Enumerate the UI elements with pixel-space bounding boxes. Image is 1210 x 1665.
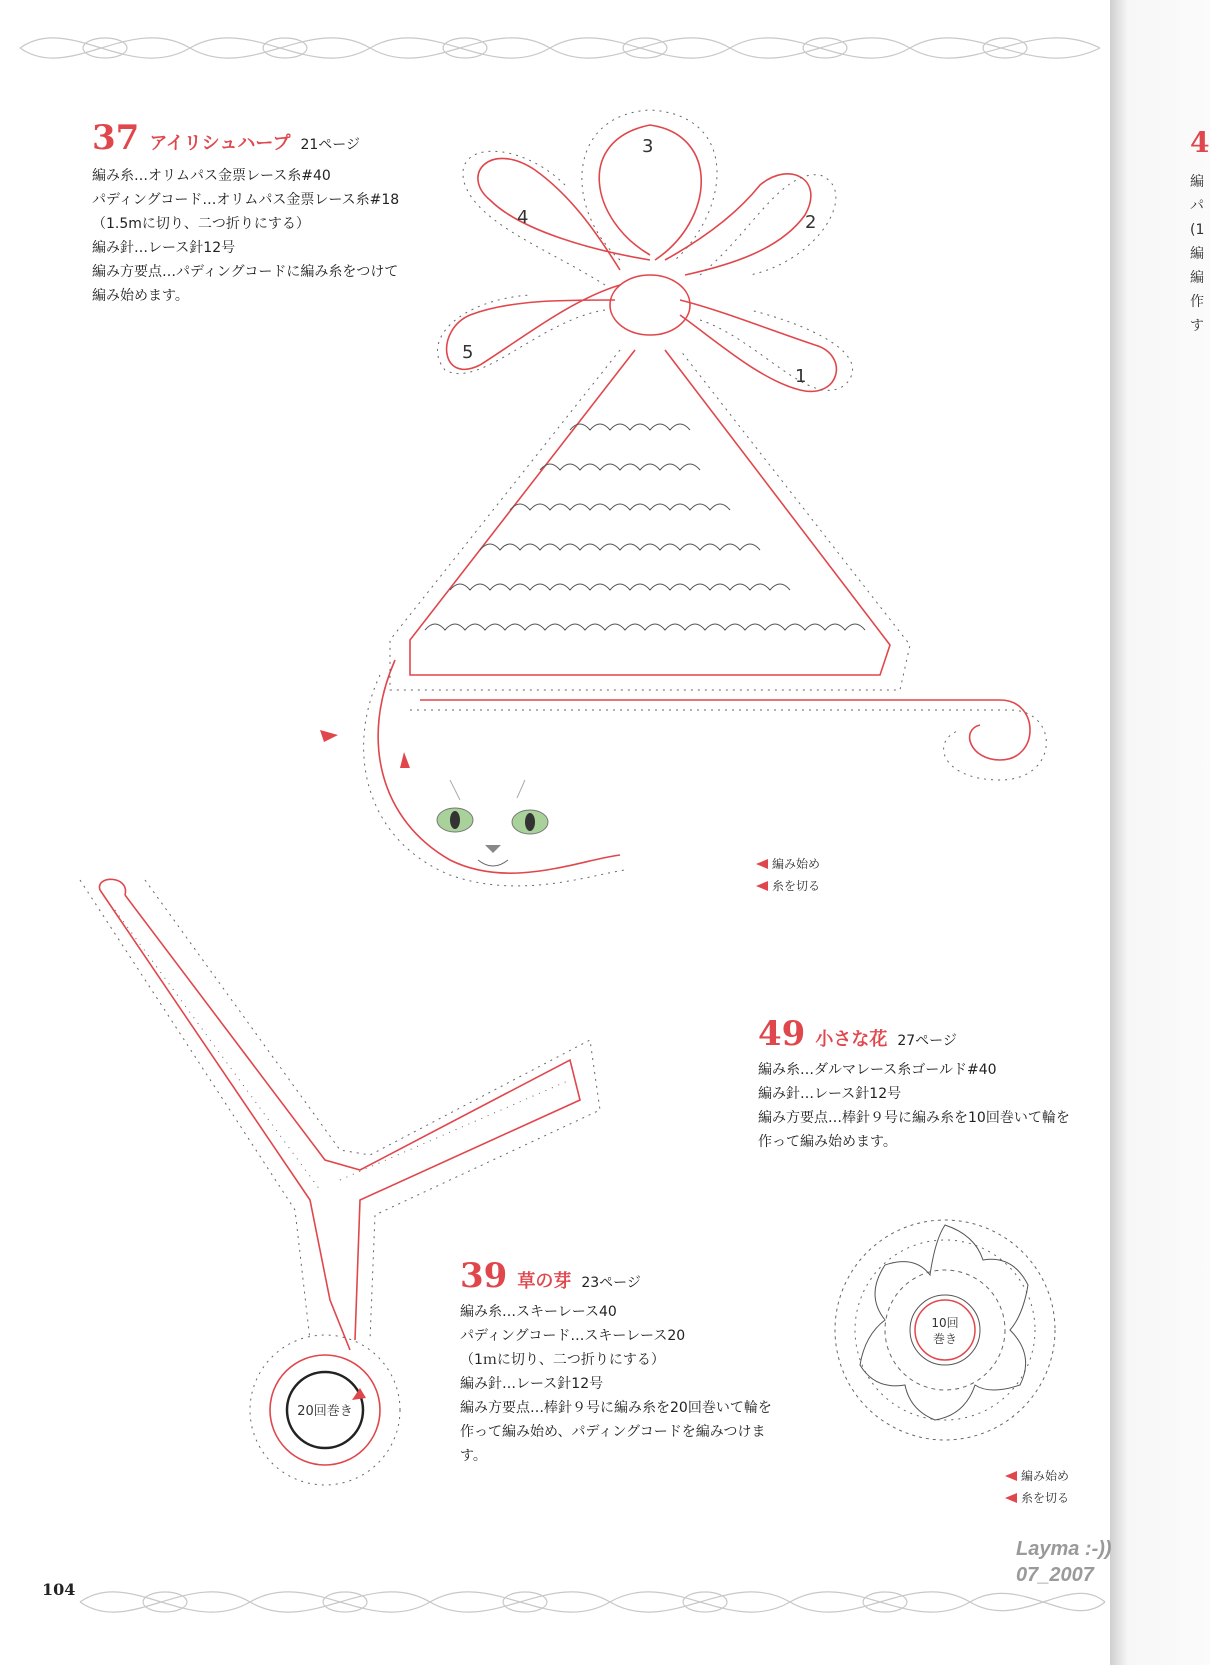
fragment: す	[1190, 318, 1204, 334]
section-37-legend	[756, 853, 820, 897]
cut-thread-icon	[1005, 1493, 1017, 1503]
section-49-instructions	[758, 1058, 1070, 1154]
legend-cut	[1005, 1487, 1069, 1509]
instruction-line: 編み針…レース針12号	[758, 1086, 902, 1102]
section-39-heading	[460, 1256, 641, 1296]
petal-number-2: 2	[805, 212, 817, 233]
legend-label: 糸を切る	[772, 879, 821, 893]
cat-face-illustration	[430, 770, 560, 880]
start-arrow-icon	[756, 859, 768, 869]
signature-line: Layma :-))	[1016, 1538, 1112, 1560]
section-title: アイリシュハープ	[149, 133, 291, 154]
section-title: 小さな花	[815, 1029, 888, 1050]
instruction-line: （1ｍに切り、二つ折りにする）	[460, 1352, 665, 1368]
section-49-heading	[758, 1014, 957, 1054]
legend-start	[756, 853, 820, 875]
fragment: 編	[1190, 270, 1204, 286]
section-number: 37	[92, 118, 140, 158]
instruction-line: 編み糸…オリムパス金票レース糸#40	[92, 168, 331, 184]
legend-cut	[756, 875, 820, 897]
start-arrow-icon	[400, 752, 410, 768]
section-39-instructions	[460, 1300, 772, 1468]
center-ring-label: 巻き	[932, 1332, 958, 1346]
instruction-line: 編み糸…ダルマレース糸ゴールド#40	[758, 1062, 997, 1078]
instruction-line: パディングコード…スキーレース20	[460, 1328, 686, 1344]
fragment: 作	[1190, 294, 1204, 310]
next-page-fragment: 4	[1190, 126, 1210, 159]
fragment: 編	[1190, 174, 1204, 190]
legend-start	[1005, 1465, 1069, 1487]
instruction-line: す。	[460, 1448, 487, 1464]
petal-number-4: 4	[517, 207, 529, 228]
section-49-legend	[1005, 1465, 1069, 1509]
instruction-line: 作って編み始め、パディングコードを編みつけま	[460, 1424, 766, 1440]
instruction-line: パディングコード…オリムパス金票レース糸#18	[92, 192, 400, 208]
fragment: パ	[1190, 198, 1204, 214]
bottom-ornament-border	[10, 1572, 1110, 1632]
section-number: 49	[758, 1014, 806, 1054]
page-number: 104	[42, 1580, 76, 1599]
fragment: (1	[1190, 222, 1205, 238]
petal-number-3: 3	[642, 136, 654, 157]
center-ring-label: 20回巻き	[297, 1404, 353, 1419]
legend-label: 糸を切る	[1021, 1491, 1070, 1505]
fragment: 編	[1190, 246, 1204, 262]
page-reference: 23ページ	[581, 1275, 641, 1291]
center-ring-label: 10回	[931, 1316, 959, 1330]
instruction-line: 編み方要点…棒針９号に編み糸を20回巻いて輪を	[460, 1400, 772, 1416]
instruction-line: 編み針…レース針12号	[460, 1376, 604, 1392]
instruction-line: 作って編み始めます。	[758, 1134, 897, 1150]
padding-cord-outline	[378, 125, 1030, 873]
instruction-line: 編み糸…スキーレース40	[460, 1304, 617, 1320]
legend-label: 編み始め	[772, 857, 821, 871]
instruction-line: 編み方要点…棒針９号に編み糸を10回巻いて輪を	[758, 1110, 1070, 1126]
section-title: 草の芽	[517, 1271, 572, 1292]
petal-number-1: 1	[795, 366, 807, 387]
page-reference: 21ページ	[300, 137, 360, 153]
signature-line: 07_2007	[1016, 1564, 1094, 1586]
instruction-line: 編み方要点…パディングコードに編み糸をつけて	[92, 264, 399, 280]
instruction-line: （1.5mに切り、二つ折りにする）	[92, 216, 310, 232]
legend-label: 編み始め	[1021, 1469, 1070, 1483]
small-flower-chart	[820, 1205, 1070, 1455]
page-reference: 27ページ	[897, 1033, 957, 1049]
start-arrow-icon	[352, 1388, 366, 1400]
instruction-line: 編み始めます。	[92, 288, 189, 304]
scanner-signature	[1016, 1536, 1112, 1588]
next-page-text-fragments	[1190, 170, 1204, 338]
section-number: 39	[460, 1256, 508, 1296]
instruction-line: 編み針…レース針12号	[92, 240, 236, 256]
top-ornament-border	[10, 18, 1110, 78]
start-arrow-icon	[320, 730, 338, 742]
cut-thread-icon	[756, 881, 768, 891]
petal-number-5: 5	[462, 342, 474, 363]
start-arrow-icon	[1005, 1471, 1017, 1481]
